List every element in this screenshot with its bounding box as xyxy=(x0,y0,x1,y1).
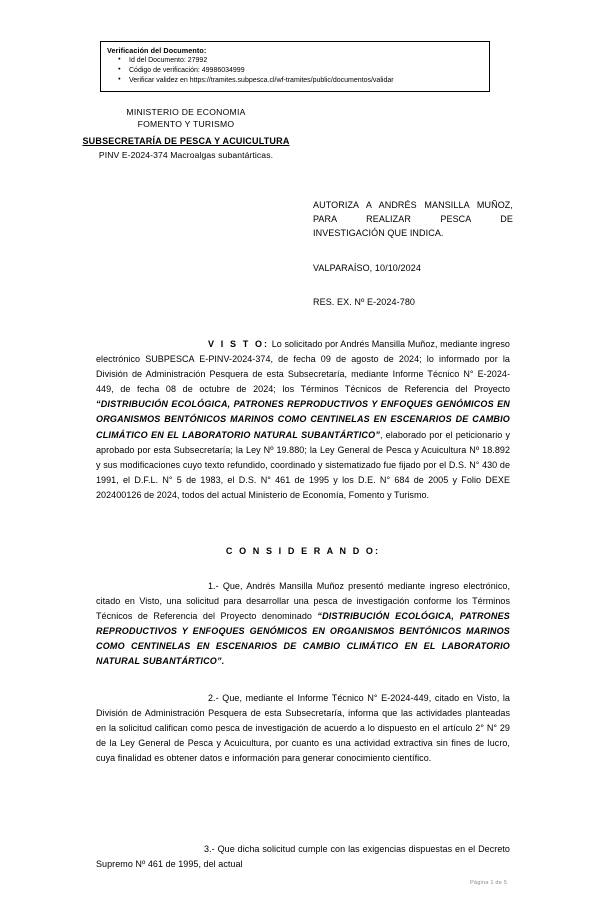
visto-paragraph xyxy=(96,337,510,503)
visto-label: V I S T O: xyxy=(208,339,270,349)
verification-item-id: ● Id del Documento: 27992 xyxy=(129,56,483,66)
considerando-heading-text: C O N S I D E R A N D O: xyxy=(225,546,381,556)
project-code-line: PINV E-2024-374 Macroalgas subantárticas. xyxy=(98,149,274,160)
considerando-item-3 xyxy=(96,842,510,872)
consid-1-number: 1.- xyxy=(208,581,219,591)
visto-project-title: “DISTRIBUCIÓN ECOLÓGICA, PATRONES REPRODUCTIVOS Y ENFOQUES GENÓMICOS EN ORGANISMOS BENTÓNICOS MARINOS COMO CENTINELAS EN ESCENARIOS DE CAMBIO CLIMÁTICO EN EL LABORATORIO NATURAL SUBANTÁRTICO” xyxy=(96,399,510,440)
verification-item-url: ● Verificar validez en https://tramites.subpesca.cl/wf-tramites/public/documentos/validar xyxy=(129,76,483,86)
verification-item-code: ● Código de verificación: 49986034999 xyxy=(129,66,483,76)
verification-title: Verificación del Documento: xyxy=(107,46,207,55)
ministry-line-2: FOMENTO Y TURISMO xyxy=(137,119,235,130)
consid-3-text: Que dicha solicitud cumple con las exigencias dispuestas en el Decreto Supremo Nº 461 de 1995, del actual xyxy=(96,844,510,870)
subject-block xyxy=(313,199,513,241)
consid-3-number: 3.- xyxy=(204,844,215,854)
subject-line-3: INVESTIGACIÓN QUE INDICA. xyxy=(313,227,444,238)
subsecretaria-title: SUBSECRETARÍA DE PESCA Y ACUICULTURA xyxy=(82,135,290,146)
consid-1-text-1: Que, Andrés Mansilla Muñoz presentó mediante ingreso electrónico, citado en Visto, una solicitud para desarrollar una pesca de investigación conforme los Términos Técnicos de Referencia del Proyecto denominado xyxy=(96,581,510,622)
subject-line-1: AUTORIZA A ANDRÉS MANSILLA MUÑOZ, xyxy=(313,200,513,210)
considerando-item-2 xyxy=(96,691,510,766)
ministry-header xyxy=(36,106,336,162)
page-footer: Página 1 de 5 xyxy=(470,880,508,886)
considerando-heading xyxy=(96,546,510,556)
visto-text-1: Lo solicitado por Andrés Mansilla Muñoz, mediante ingreso electrónico SUBPESCA E-PINV-2024-374, de fecha 09 de agosto de 2024; lo informado por la División de Administración Pesquera de esta Subsecretaría, mediante Informe Técnico N° E-2024-449, de fecha 08 de octubre de 2024; los Términos Técnicos de Referencia del Proyecto xyxy=(96,339,510,395)
visto-text-2: , elaborado por el peticionario y aprobado por esta Subsecretaría; la Ley Nº 19.880; la Ley General de Pesca y Acuicultura Nº 18.892 y sus modificaciones cuyo texto refundido, coordinado y sistematizado fue fijado por el D.S. N° 430 de 1991, el D.F.L. N° 5 de 1983, el D.S. N° 461 de 1995 y los D.E. N° 684 de 2005 y Folio DEXE 202400126 de 2024, todos del actual Ministerio de Economía, Fomento y Turismo. xyxy=(96,429,510,500)
place-and-date: VALPARAÍSO, 10/10/2024 xyxy=(313,263,421,273)
verification-list xyxy=(107,56,483,86)
verification-box xyxy=(100,41,490,92)
consid-1-project-title: “DISTRIBUCIÓN ECOLÓGICA, PATRONES REPRODUCTIVOS Y ENFOQUES GENÓMICOS EN ORGANISMOS BENTÓNICOS MARINOS COMO CENTINELAS EN ESCENARIOS DE CAMBIO CLIMÁTICO EN EL LABORATORIO NATURAL SUBANTÁRTICO”. xyxy=(96,611,510,667)
consid-2-text: Que, mediante el Informe Técnico N° E-2024-449, citado en Visto, la División de Administración Pesquera de esta Subsecretaría, informa que las actividades planteadas en la solicitud califican como pesca de investigación de acuerdo a lo dispuesto en el artículo 2° N° 29 de la Ley General de Pesca y Acuicultura, por cuanto es una actividad extractiva sin fines de lucro, cuya finalidad es obtener datos e información para generar conocimiento científico. xyxy=(96,693,510,764)
considerando-item-1 xyxy=(96,579,510,670)
ministry-line-1: MINISTERIO DE ECONOMIA xyxy=(126,107,246,117)
resolution-number: RES. EX. Nº E-2024-780 xyxy=(313,297,416,307)
subject-line-2: PARA REALIZAR PESCA DE xyxy=(313,213,513,224)
consid-2-number: 2.- xyxy=(208,693,219,703)
